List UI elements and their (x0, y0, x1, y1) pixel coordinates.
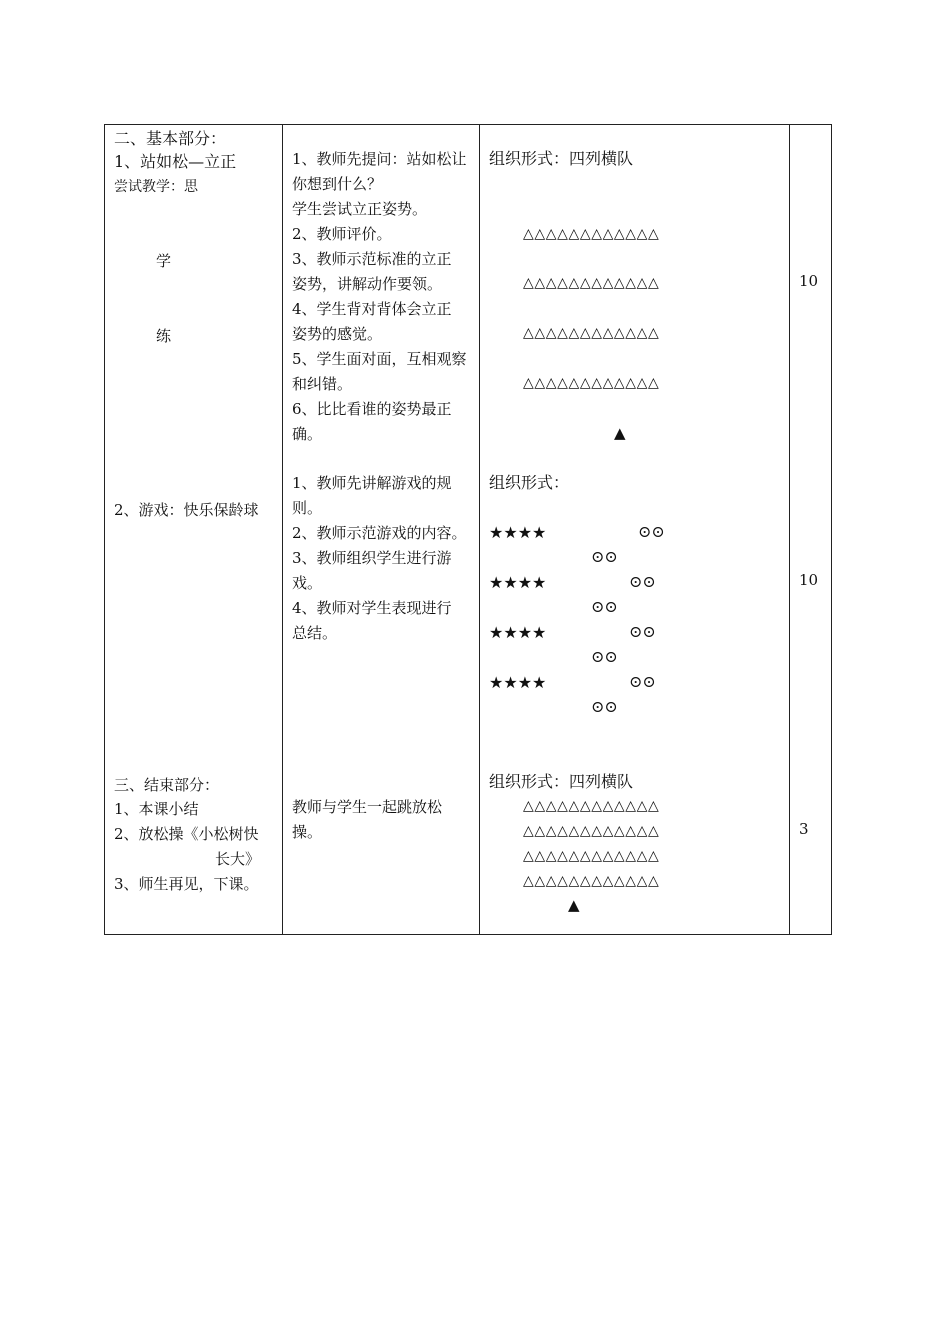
triangle-row: △△△△△△△△△△△△ (523, 275, 660, 291)
char-xue: 学 (156, 252, 172, 270)
process-line: 4、学生背对背体会立正 (292, 300, 452, 318)
process-line: 1、教师先提问：站如松让 (292, 150, 467, 168)
end-process-line: 教师与学生一起跳放松 (292, 798, 443, 816)
time-minutes: 10 (799, 272, 819, 290)
game-line: 3、教师组织学生进行游 (292, 549, 452, 567)
org-label-2: 组织形式： (489, 473, 570, 492)
column-divider (479, 125, 480, 934)
triangle-row: △△△△△△△△△△△△ (523, 375, 660, 391)
triangle-row: △△△△△△△△△△△△ (523, 848, 660, 864)
time-minutes: 3 (799, 820, 809, 838)
section-basic-title: 二、基本部分： (114, 129, 227, 148)
game-line: 2、教师示范游戏的内容。 (292, 524, 467, 542)
time-minutes: 10 (799, 571, 819, 589)
triangle-row: △△△△△△△△△△△△ (523, 325, 660, 341)
process-line: 学生尝试立正姿势。 (292, 200, 428, 218)
item1-title: 1、站如松—立正 (114, 152, 237, 171)
star-row: ★★★★ (489, 623, 547, 642)
bowling-pins: ⊙⊙ (591, 697, 618, 716)
bowling-pins: ⊙⊙ (629, 622, 656, 641)
column-divider (282, 125, 283, 934)
bowling-pins: ⊙⊙ (591, 647, 618, 666)
bowling-pins: ⊙⊙ (629, 572, 656, 591)
game-line: 总结。 (292, 624, 338, 642)
star-row: ★★★★ (489, 523, 547, 542)
end-process-line: 操。 (292, 823, 323, 841)
end-item-3: 3、师生再见，下课。 (114, 875, 259, 893)
triangle-row: △△△△△△△△△△△△ (523, 823, 660, 839)
lesson-plan-table (104, 124, 832, 935)
org-label-3: 组织形式：四列横队 (489, 772, 634, 791)
column-divider (789, 125, 790, 934)
process-line: 你想到什么？ (292, 175, 383, 193)
bowling-pins: ⊙⊙ (591, 597, 618, 616)
process-line: 姿势的感觉。 (292, 325, 383, 343)
end-item-2: 2、放松操《小松树快 (114, 825, 259, 843)
process-line: 确。 (292, 425, 323, 443)
org-label-1: 组织形式：四列横队 (489, 149, 634, 168)
bowling-pins: ⊙⊙ (629, 672, 656, 691)
section-end-title: 三、结束部分： (114, 776, 220, 794)
end-item-2-cont: 长大》 (215, 850, 261, 868)
triangle-row: △△△△△△△△△△△△ (523, 226, 660, 242)
bowling-pins: ⊙⊙ (591, 547, 618, 566)
game-line: 4、教师对学生表现进行 (292, 599, 452, 617)
end-item-1: 1、本课小结 (114, 800, 199, 818)
game-line: 则。 (292, 499, 323, 517)
item2-title: 2、游戏：快乐保龄球 (114, 501, 259, 519)
triangle-row: △△△△△△△△△△△△ (523, 798, 660, 814)
teacher-icon: ▲ (614, 424, 626, 442)
triangle-row: △△△△△△△△△△△△ (523, 873, 660, 889)
game-line: 戏。 (292, 574, 323, 592)
process-line: 6、比比看谁的姿势最正 (292, 400, 452, 418)
star-row: ★★★★ (489, 673, 547, 692)
process-line: 姿势，讲解动作要领。 (292, 275, 443, 293)
process-line: 5、学生面对面，互相观察 (292, 350, 467, 368)
process-line: 和纠错。 (292, 375, 353, 393)
game-line: 1、教师先讲解游戏的规 (292, 474, 452, 492)
item1-subtitle: 尝试教学：思 (114, 179, 198, 195)
process-line: 2、教师评价。 (292, 225, 392, 243)
process-line: 3、教师示范标准的立正 (292, 250, 452, 268)
char-lian: 练 (156, 327, 172, 345)
star-row: ★★★★ (489, 573, 547, 592)
bowling-pins: ⊙⊙ (638, 522, 665, 541)
teacher-icon: ▲ (568, 896, 580, 914)
